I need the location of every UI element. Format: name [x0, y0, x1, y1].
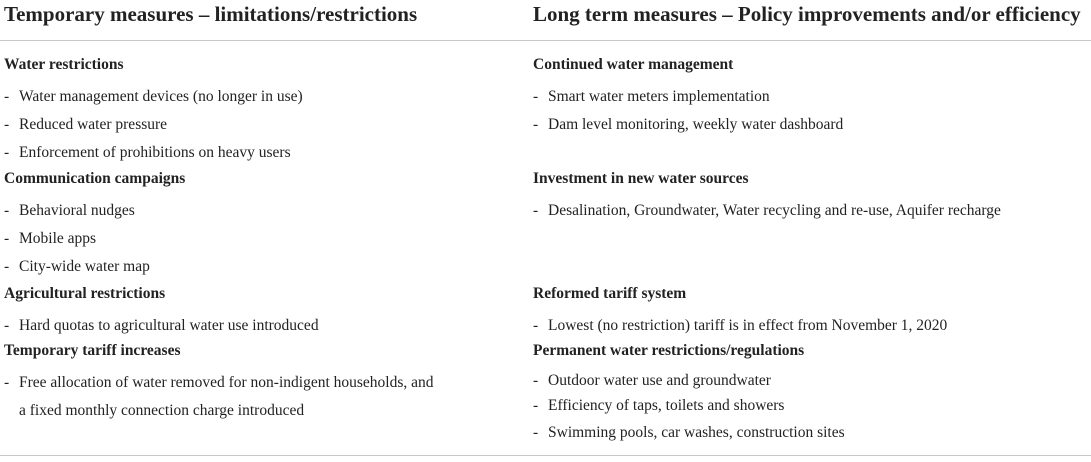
item-text: Outdoor water use and groundwater: [548, 372, 771, 389]
bottom-rule: [0, 455, 1091, 456]
item-text: Efficiency of taps, toilets and showers: [548, 397, 785, 414]
bullet-dash: -: [4, 144, 10, 161]
item-text: Water management devices (no longer in use): [19, 88, 303, 105]
item-text: Behavioral nudges: [19, 202, 135, 219]
bullet-dash: -: [533, 372, 539, 389]
list-item: [4, 312, 534, 340]
list-item: [533, 393, 1063, 419]
bullet-dash: -: [4, 230, 10, 247]
item-text: Reduced water pressure: [19, 116, 168, 133]
bullet-dash: -: [533, 397, 539, 414]
section-agricultural-restrictions: [4, 284, 534, 340]
section-permanent-water-restrictions: [533, 341, 1063, 447]
left-column-header: Temporary measures – limitations/restrictions: [4, 2, 418, 26]
bullet-dash: -: [4, 317, 10, 334]
bullet-dash: -: [533, 202, 539, 219]
list-item: [533, 111, 1063, 139]
section-title: Communication campaigns: [4, 170, 186, 187]
list-item: [4, 111, 534, 139]
bullet-dash: -: [533, 317, 539, 334]
list-item: [4, 83, 534, 111]
section-title: Agricultural restrictions: [4, 285, 166, 302]
section-title: Temporary tariff increases: [4, 342, 181, 359]
section-continued-water-management: [533, 55, 1063, 139]
section-title: Reformed tariff system: [533, 285, 687, 302]
list-item: [533, 369, 1063, 393]
list-item: [4, 139, 534, 167]
list-item: [4, 369, 444, 425]
item-text: City-wide water map: [19, 258, 150, 275]
section-temporary-tariff-increases: [4, 341, 444, 425]
section-title: Investment in new water sources: [533, 170, 749, 187]
section-title: Permanent water restrictions/regulations: [533, 342, 805, 359]
section-reformed-tariff-system: [533, 284, 1063, 340]
item-text: Mobile apps: [19, 230, 97, 247]
bullet-dash: -: [4, 202, 10, 219]
list-item: [533, 312, 1063, 340]
list-item: [4, 197, 534, 225]
item-text: Smart water meters implementation: [548, 88, 770, 105]
list-item: [533, 419, 1063, 447]
item-text: Enforcement of prohibitions on heavy users: [19, 144, 291, 161]
item-text: Swimming pools, car washes, construction sites: [548, 424, 845, 441]
item-text: Lowest (no restriction) tariff is in effect from November 1, 2020: [548, 317, 948, 334]
bullet-dash: -: [533, 424, 539, 441]
section-investment-new-water-sources: [533, 169, 1063, 225]
bullet-dash: -: [4, 374, 10, 391]
item-text: Dam level monitoring, weekly water dashboard: [548, 116, 844, 133]
section-water-restrictions: [4, 55, 534, 167]
list-item: [533, 197, 1063, 225]
section-title: Water restrictions: [4, 56, 124, 73]
bullet-dash: -: [4, 88, 10, 105]
list-item: [533, 83, 1063, 111]
section-title: Continued water management: [533, 56, 734, 73]
item-text: Desalination, Groundwater, Water recycling and re-use, Aquifer recharge: [548, 202, 1001, 219]
bullet-dash: -: [4, 258, 10, 275]
header-rule: [0, 40, 1091, 41]
item-text: Hard quotas to agricultural water use introduced: [19, 317, 319, 334]
bullet-dash: -: [4, 116, 10, 133]
bullet-dash: -: [533, 116, 539, 133]
bullet-dash: -: [533, 88, 539, 105]
section-communication-campaigns: [4, 169, 534, 281]
list-item: [4, 225, 534, 253]
item-text: Free allocation of water removed for non-indigent households, and a fixed monthly connection charge introduced: [19, 374, 434, 419]
list-item: [4, 253, 534, 281]
right-column-header: Long term measures – Policy improvements and/or efficiency: [533, 2, 1081, 26]
